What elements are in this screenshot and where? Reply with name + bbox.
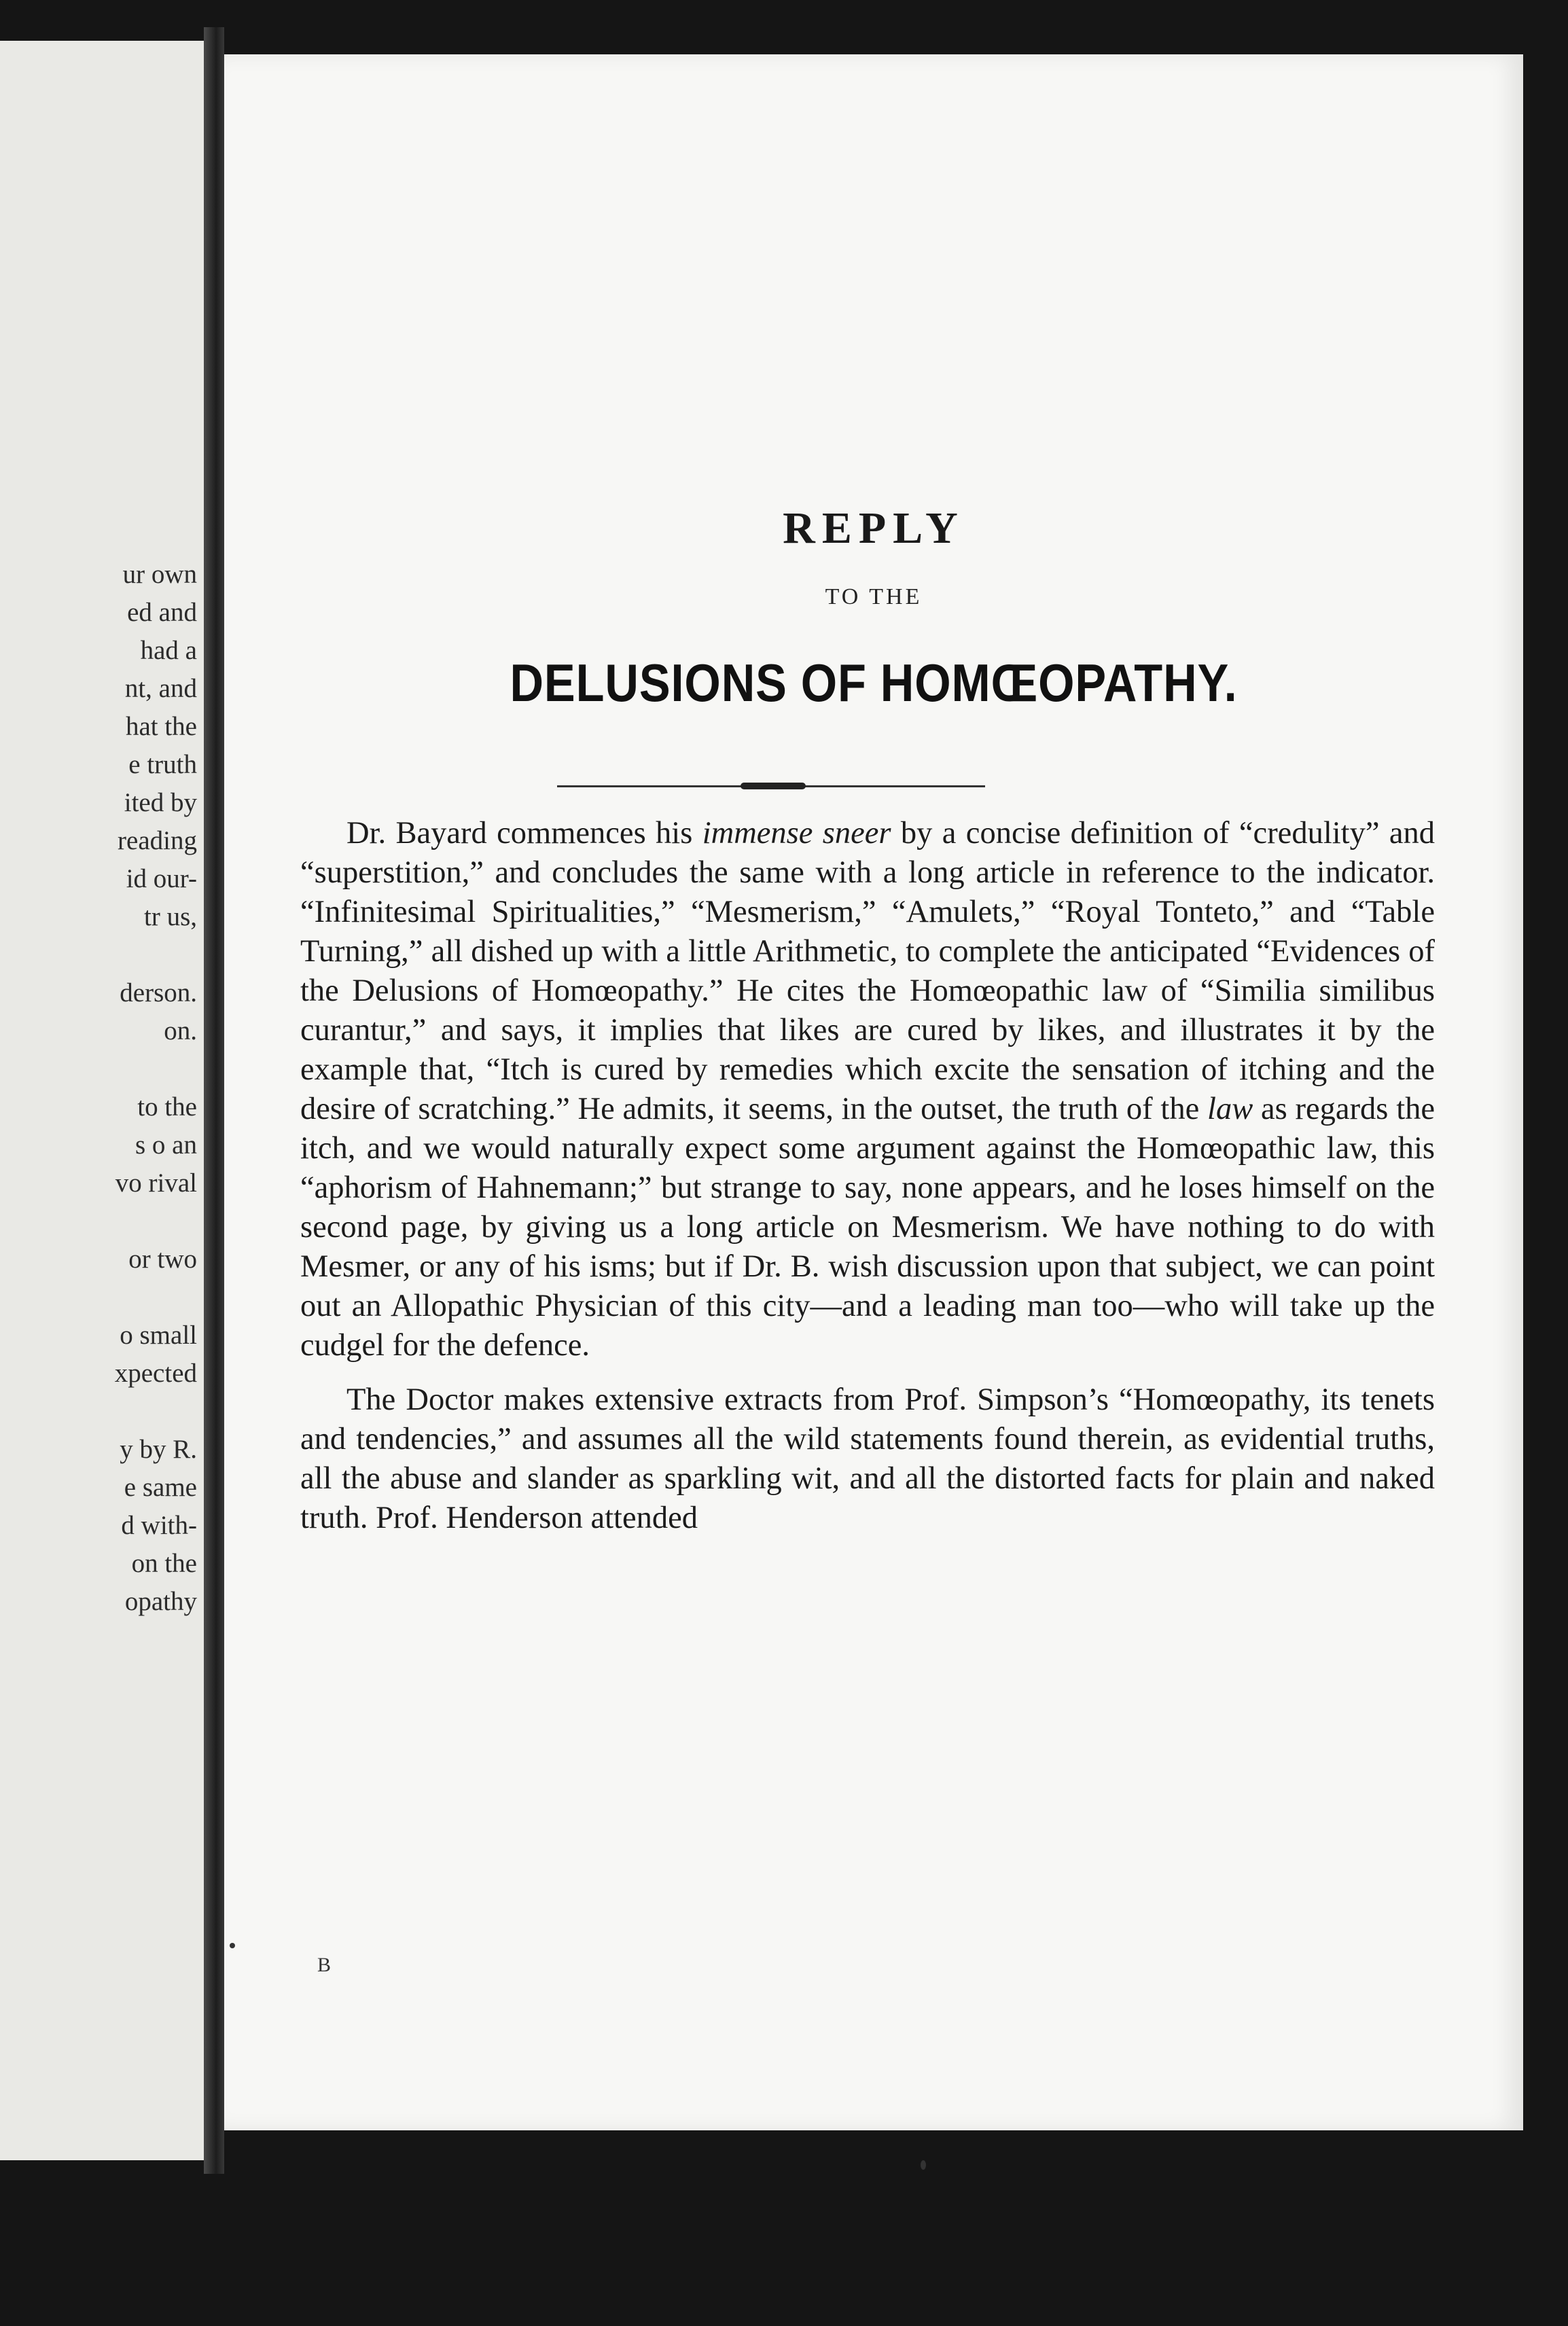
facing-page-line [115, 1202, 197, 1240]
speck [230, 1943, 235, 1948]
facing-page-line: tr us, [144, 902, 197, 931]
facing-page-line: had a [140, 636, 197, 665]
facing-page-line [115, 1278, 197, 1317]
facing-page-line: hat the [125, 712, 197, 741]
page [224, 54, 1523, 2130]
speck [921, 2160, 926, 2170]
heading-to-the: TO THE [825, 584, 923, 609]
facing-page-line: to the [137, 1092, 197, 1122]
facing-page-line: e truth [128, 750, 197, 779]
heading-reply: REPLY [783, 503, 965, 553]
facing-page-line: derson. [120, 978, 197, 1007]
facing-page-line: id our- [126, 864, 197, 893]
facing-page-line: vo rival [115, 1168, 197, 1198]
facing-page-line: e same [124, 1473, 197, 1502]
facing-page-line: opathy [124, 1587, 197, 1616]
facing-page-line: d with- [121, 1511, 197, 1540]
facing-page-line: on. [164, 1016, 197, 1045]
facing-page-line [115, 1393, 197, 1431]
facing-page-text [115, 556, 197, 1621]
emphasis-law: law [1207, 1092, 1253, 1126]
page-title: DELUSIONS OF HOMŒOPATHY. [510, 653, 1238, 713]
facing-page-line: on the [131, 1549, 197, 1578]
emphasis-immense-sneer: immense sneer [702, 816, 891, 851]
facing-page-line: xpected [114, 1359, 197, 1388]
book-gutter [204, 27, 224, 2174]
facing-page-line: ur own [122, 560, 197, 589]
facing-page [0, 41, 204, 2160]
facing-page-line: reading [118, 826, 197, 855]
rule-ornament [741, 783, 806, 789]
body-text [300, 814, 1435, 1538]
paragraph-1-text-c: as regards the itch, and we would naturally expect some argument against the Homœopathic law, this “aphorism of Hahnemann;” but strange to say, none appears, and he loses himself on the second page, by giving us a long article on Mesmerism. We have nothing to do with Mesmer, or any of his isms; but if Dr. B. wish discussion upon that subject, we can point out an Allopathic Physician of this city—and a leading man too—who will take up the cudgel for the defence. [300, 1092, 1436, 1363]
facing-page-line: y by R. [120, 1435, 197, 1464]
paragraph-1 [300, 814, 1435, 1365]
facing-page-line: nt, and [124, 674, 197, 703]
paragraph-1-text-b: by a concise definition of “credulity” and “superstition,” and concludes the same with a long article in reference to the indicator. “Infinitesimal Spiritualities,” “Mesmerism,” “Amulets,” “Royal Tonteto,” and “Table Turning,” all dished up with a little Arithmetic, to complete the anticipated “Evidences of the Delusions of Homœopathy.” He cites the Homœopathic law of “Similia similibus curantur,” and says, it implies that likes are cured by likes, and illustrates it by the example that, “Itch is cured by remedies which excite the sensation of itching and the desire of scratching.” He admits, it seems, in the outset, the truth of the [300, 816, 1435, 1126]
facing-page-line [115, 1050, 197, 1088]
paragraph-1-text-a: Dr. Bayard commences his [346, 816, 702, 851]
facing-page-line: or two [128, 1245, 197, 1274]
facing-page-line: o small [120, 1321, 197, 1350]
paragraph-2: The Doctor makes extensive extracts from Prof. Simpson’s “Homœopathy, its tenets and tendencies,” and assumes all the wild statements found therein, as evidential truths, all the abuse and slander as sparkling wit, and all the distorted facts for plain and naked truth. Prof. Henderson attended [300, 1382, 1435, 1535]
facing-page-line: ed and [127, 598, 197, 627]
facing-page-line: ited by [124, 788, 197, 817]
facing-page-line: s o an [135, 1130, 197, 1160]
facing-page-line [115, 936, 197, 974]
signature-mark: B [317, 1954, 332, 1976]
